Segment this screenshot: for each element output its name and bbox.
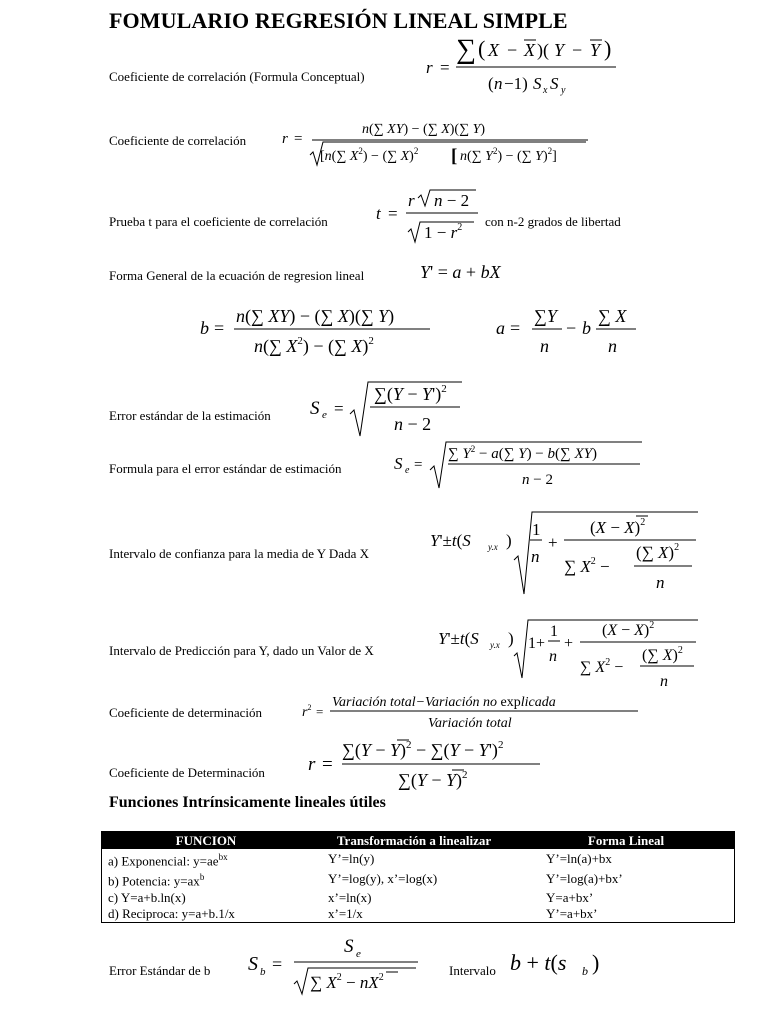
svg-text:∑(Y − Y)2 − ∑(Y − Y')2: $\sum(Y - Y)^2 - \sum(Y - Y')^2$ (342, 739, 504, 760)
svg-text:r: r (408, 191, 415, 210)
formula-pred-interval (436, 616, 706, 692)
svg-text:(: ( (478, 36, 486, 61)
cell-transform: Y’=ln(y) (328, 851, 375, 867)
functions-table (101, 831, 735, 923)
svg-text:n(∑ X2) − (∑ X)2: n(∑ $X^2$) − (∑ X)$^2$ (254, 335, 374, 356)
svg-text:b: b (582, 318, 591, 338)
svg-text:−1): −1) (504, 74, 528, 93)
svg-text:): ) (506, 531, 512, 550)
formula-interval-b (508, 946, 608, 980)
svg-text:n(∑ XY) − (∑ X)(∑ Y): n(∑ XY) − (∑ X)(∑ Y) (236, 306, 395, 326)
svg-text:=: = (440, 58, 450, 77)
svg-text:S: S (394, 454, 403, 473)
section-title: Funciones Intrínsicamente lineales útiles (109, 794, 386, 811)
svg-text:y.x: y.x (488, 542, 498, 552)
svg-text:−: − (572, 40, 583, 60)
svg-text:S: S (533, 74, 542, 93)
svg-text:=: = (272, 954, 283, 974)
svg-text:∑ X2 − nX2: ∑ $X^2 - nX^2$ (310, 972, 384, 992)
svg-text:(X − X)2: $(X - X)^2$ (602, 620, 655, 639)
svg-text:[: [ (451, 146, 458, 167)
svg-text:n: n (656, 573, 665, 592)
svg-text:n: n (494, 74, 503, 93)
header-forma-lineal: Forma Lineal (518, 832, 735, 850)
svg-text:X: X (488, 40, 499, 60)
cell-transform: x’=1/x (328, 905, 363, 921)
svg-text:x: x (543, 85, 548, 96)
svg-text:(: ( (488, 74, 494, 93)
svg-text:S: S (310, 398, 320, 419)
svg-text:∑ X2 −: ∑ $X^2$ − (564, 556, 610, 576)
svg-text:): ) (604, 36, 612, 61)
svg-text:b: b (582, 964, 588, 978)
label-det-coef2: Coeficiente de Determinación (109, 765, 265, 780)
svg-text:=: = (510, 318, 521, 338)
formula-std-error-b (246, 932, 426, 996)
page-title: FOMULARIO REGRESIÓN LINEAL SIMPLE (109, 8, 568, 33)
svg-text:a: a (496, 318, 505, 338)
svg-text:Y'±t(S: Y'±t(S (438, 629, 479, 648)
svg-text:Variación total: Variación total (428, 716, 512, 731)
cell-funcion: b) Potencia: $y=ax^b$ (108, 872, 205, 889)
svg-text:e: e (322, 409, 327, 421)
formula-determination (304, 734, 544, 796)
header-funcion: FUNCION (102, 832, 311, 850)
cell-lineal: Y=a+bx’ (546, 889, 594, 905)
svg-text:S: S (550, 74, 559, 93)
formula-std-error-computational (390, 438, 650, 490)
svg-text:n(∑ XY) − (∑ X)(∑ Y): n(∑ XY) − (∑ X)(∑ Y) (362, 122, 486, 137)
svg-text:e: e (405, 465, 410, 476)
svg-text:1: 1 (532, 520, 541, 539)
svg-text:Y'±t(S: Y'±t(S (430, 531, 471, 550)
svg-text:∑Y: ∑Y (534, 306, 557, 326)
svg-text:∑ X2 −: ∑ $X^2$ − (580, 657, 624, 676)
svg-text:∑(Y − Y)2: $\sum(Y - Y)^2$ (398, 769, 468, 790)
svg-text:n − 2: n − 2 (394, 414, 432, 434)
svg-text:n: n (531, 547, 540, 566)
formula-correlation-conceptual (420, 34, 630, 100)
svg-text:n − 2: n − 2 (522, 472, 553, 488)
svg-text:=: = (414, 457, 423, 473)
label-general-form: Forma General de la ecuación de regresion lineal (109, 268, 365, 283)
svg-text:(X − X)2: $(X - X)^2$ (590, 517, 646, 537)
cell-funcion: a) Exponencial: $y=ae^{bx}$ (108, 852, 228, 869)
cell-lineal: Y’=log(a)+bx’ (546, 871, 623, 887)
cell-transform: Y’=log(y), x’=log(x) (328, 871, 438, 887)
svg-text:y: y (561, 85, 566, 96)
svg-text:S: S (248, 953, 258, 975)
svg-text:r: r (282, 131, 288, 147)
label-std-error-formula: Formula para el error estándar de estimación (109, 461, 342, 476)
svg-text:=: = (316, 704, 324, 719)
table-row (102, 849, 735, 869)
svg-text:): ) (592, 950, 600, 975)
svg-text:y.x: y.x (490, 640, 500, 650)
svg-text:=: = (388, 204, 398, 223)
table-row (102, 890, 735, 906)
svg-text:t: t (376, 204, 381, 223)
label-t-test: Prueba t para el coeficiente de correlación (109, 214, 328, 229)
svg-text:=: = (214, 318, 225, 338)
svg-text:+: + (548, 533, 558, 552)
svg-text:[n(∑ X2) − (∑ X)2: [n(∑ $X^2$) − (∑ X)$^2$ (320, 146, 419, 164)
svg-text:n − 2: n − 2 (434, 191, 470, 210)
table-row (102, 869, 735, 889)
cell-transform: x’=ln(x) (328, 889, 372, 905)
label-corr-conceptual: Coeficiente de correlación (Formula Conceptual) (109, 69, 365, 84)
svg-text:b: b (260, 966, 266, 978)
formula-general-form (418, 258, 528, 286)
svg-text:S: S (344, 936, 354, 957)
label-std-error: Error estándar de la estimación (109, 408, 271, 423)
formula-slope-b (196, 300, 436, 362)
formula-correlation (278, 115, 590, 171)
svg-text:r: r (308, 754, 316, 775)
table-header-row (102, 832, 735, 850)
svg-text:n(∑ Y2) − (∑ Y)2]: n(∑ $Y^2$) − (∑ Y)$^2$] (460, 146, 557, 164)
label-interval: Intervalo (449, 963, 496, 978)
svg-text:): ) (508, 629, 514, 648)
svg-text:Y' = a + bX: Y' = a + bX (420, 262, 501, 282)
svg-text:∑(Y − Y')2: $\sum(Y - Y')^2$ (374, 383, 447, 404)
svg-text:(∑ X)2: (∑ X)$^2$ (636, 542, 680, 562)
svg-text:n: n (660, 673, 668, 690)
cell-funcion: d) Reciproca: y=a+b.1/x (108, 905, 235, 921)
svg-text:∑: ∑ (456, 34, 476, 65)
svg-text:(∑ X)2: (∑ X)$^2$ (642, 645, 683, 664)
svg-text:e: e (356, 948, 361, 960)
svg-text:)(: )( (537, 40, 549, 60)
label-conf-interval: Intervalo de confianza para la media de Y Dada X (109, 546, 369, 561)
formula-determination-words (298, 690, 644, 734)
formula-intercept-a (494, 302, 644, 358)
label-t-test-suffix: con n-2 grados de libertad (485, 214, 621, 229)
svg-text:X: X (524, 40, 535, 60)
svg-text:1+: 1+ (528, 635, 546, 652)
svg-text:n: n (608, 336, 617, 356)
header-transformacion: Transformación a linealizar (310, 832, 518, 850)
svg-text:=: = (334, 399, 344, 418)
svg-text:n: n (540, 336, 549, 356)
cell-lineal: Y’=ln(a)+bx (546, 851, 612, 867)
cell-funcion: c) Y=a+b.ln(x) (108, 889, 186, 905)
svg-text:Variación total−Variación: Variación total−Variación no explicada (332, 695, 556, 710)
svg-text:∑ X: ∑ X (598, 306, 627, 326)
svg-text:=: = (294, 131, 303, 147)
svg-text:1 − r2: $1 - r^2$ (424, 222, 463, 242)
svg-text:n: n (549, 648, 557, 665)
svg-text:+: + (564, 635, 574, 652)
cell-lineal: Y’=a+bx’ (546, 905, 598, 921)
label-corr: Coeficiente de correlación (109, 133, 247, 148)
svg-text:Y: Y (590, 40, 601, 60)
formula-std-error (306, 374, 466, 438)
svg-text:r2: $r^2$ (302, 703, 312, 720)
label-std-error-b: Error Estándar de b (109, 963, 211, 978)
svg-text:Y: Y (554, 40, 565, 60)
svg-text:−: − (507, 40, 518, 60)
svg-text:∑ Y2 − a(∑ Y) − b(∑ XY): ∑ $Y^2 - a(\sum$ Y) − b(∑ XY) (448, 444, 597, 462)
svg-text:−: − (566, 318, 577, 338)
svg-text:b: b (200, 318, 209, 338)
formula-t-test (372, 186, 482, 248)
label-pred-interval: Intervalo de Predicción para Y, dado un Valor de X (109, 643, 374, 658)
svg-text:1: 1 (550, 623, 558, 640)
svg-text:r: r (426, 58, 433, 77)
formula-conf-interval (428, 508, 708, 598)
label-det-coef: Coeficiente de determinación (109, 705, 263, 720)
table-row (102, 906, 735, 923)
svg-text:b + t(s: b + t(s (510, 950, 567, 975)
svg-text:=: = (322, 754, 333, 775)
